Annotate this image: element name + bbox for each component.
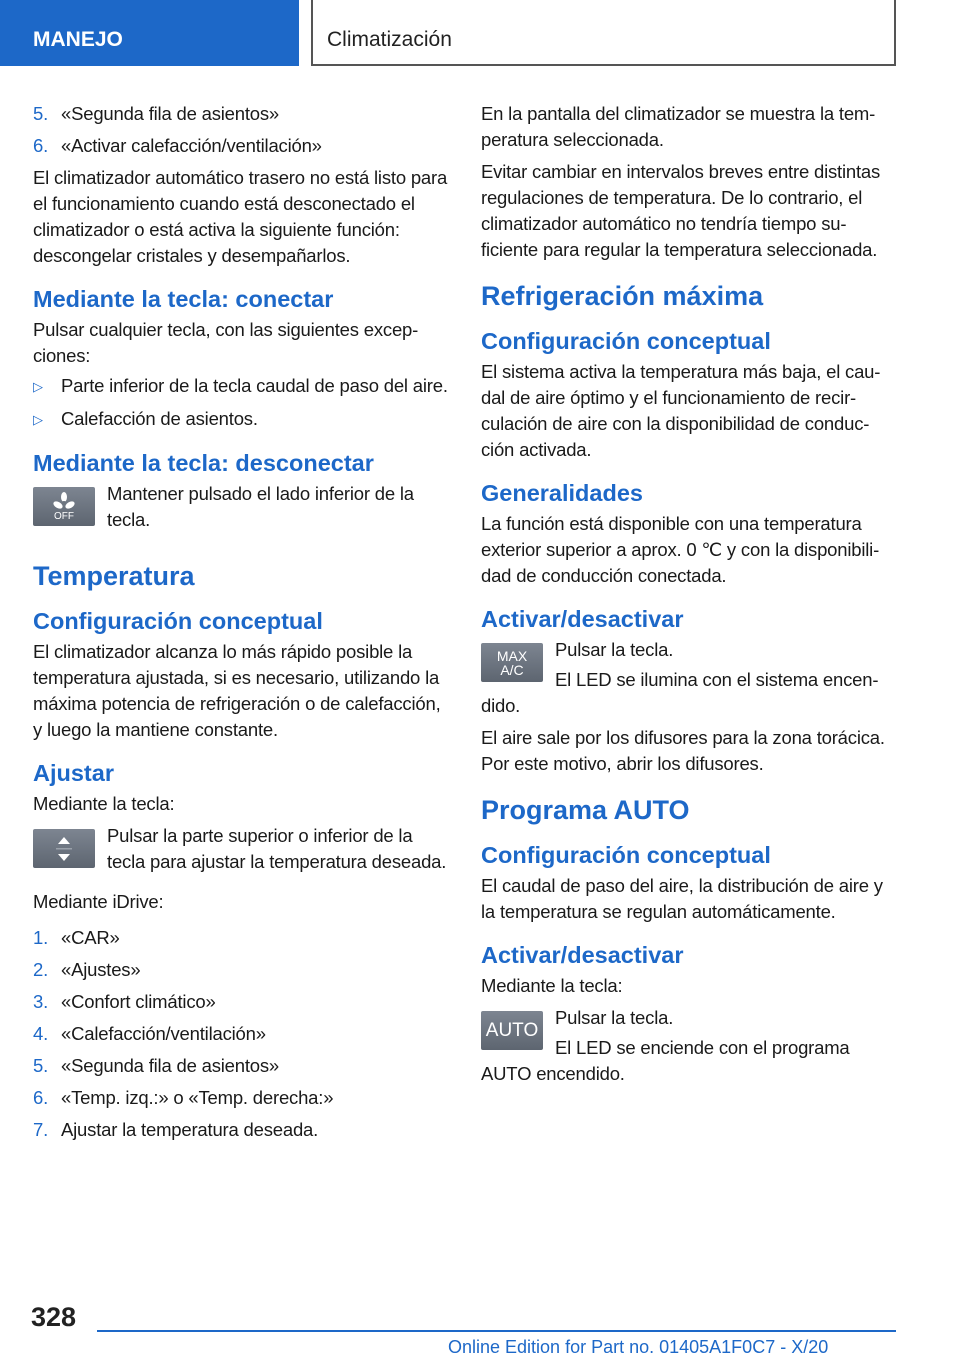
auto-toggle-heading: Activar/desactivar [481, 942, 684, 968]
general-text: La función está disponible con una temperatura exterior superior a aprox. 0 ℃ y con la disponibilidad de conducción conectada. [481, 513, 880, 586]
list-item: ▷ Calefacción de asientos. [33, 406, 448, 433]
triangle-bullet-icon: ▷ [33, 412, 43, 427]
rear-note: El climatizador automático trasero no está listo para el funcionamiento cuando está desconectado el climatizador o está activa la siguiente función: descongelar cristales y desempañarlos. [33, 167, 448, 266]
left-column [33, 101, 448, 1149]
on-bullets [33, 373, 448, 433]
on-text: Pulsar cualquier tecla, con las siguientes excepciones: [33, 319, 419, 366]
adjust-text: Pulsar la parte superior o inferior de la tecla para ajustar la temperatura deseada. [107, 825, 447, 872]
section-tab: MANEJO [0, 0, 299, 66]
list-item: ▷ Parte inferior de la tecla caudal de paso del aire. [33, 373, 448, 400]
max-concept-heading: Configuración conceptual [481, 328, 771, 354]
max-air: El aire sale por los difusores para la zona torácica. Por este motivo, abrir los difusores. [481, 727, 885, 774]
steps-top-list [33, 101, 448, 159]
off-text: Mantener pulsado el lado inferior de la tecla. [107, 483, 414, 530]
off-key-block [33, 481, 448, 539]
temp-concept-text: El climatizador alcanza lo más rápido posible la temperatura ajustada, si es necesario, utilizando la máxima potencia de refrigeración o de calefacción, y luego la mantiene constante. [33, 641, 441, 740]
list-item: 7. Ajustar la temperatura deseada. [33, 1119, 319, 1140]
max-concept-text: El sistema activa la temperatura más baja, el caudal de aire óptimo y el funcionamiento de recirculación de aire con la disponibilidad de conducción activada. [481, 361, 881, 460]
auto-intro: Mediante la tecla: [481, 975, 623, 996]
auto-concept-text: El caudal de paso del aire, la distribución de aire y la temperatura se regulan automáticamente. [481, 875, 883, 922]
max-toggle-heading: Activar/desactivar [481, 606, 684, 632]
list-item: 6. «Activar calefacción/ventilación» [33, 135, 322, 156]
auto-key-block [481, 1005, 896, 1093]
max-key-block [481, 637, 896, 725]
on-heading: Mediante la tecla: conectar [33, 286, 334, 312]
list-item: 5. «Segunda fila de asientos» [33, 1055, 280, 1076]
max-led: El LED se ilumina con el sistema encendido. [481, 669, 879, 716]
page-title: Climatización [311, 0, 896, 66]
auto-press: Pulsar la tecla. [555, 1007, 674, 1028]
up-down-key-icon [33, 829, 95, 868]
list-item: 4. «Calefacción/ventilación» [33, 1023, 266, 1044]
list-item: 6. «Temp. izq.:» o «Temp. derecha:» [33, 1087, 334, 1108]
idrive-steps [33, 925, 448, 1143]
triangle-bullet-icon: ▷ [33, 379, 43, 394]
max-ac-key-icon: MAX A/C [481, 643, 543, 682]
temp-concept-heading: Configuración conceptual [33, 608, 323, 634]
fan-off-key-icon: OFF [33, 487, 95, 526]
adjust-intro: Mediante la tecla: [33, 793, 175, 814]
right-column [481, 101, 896, 1093]
page-number: 328 [31, 1302, 77, 1332]
max-cooling-heading: Refrigeración máxima [481, 281, 764, 311]
fan-icon [51, 492, 77, 512]
list-item: 5. «Segunda fila de asientos» [33, 103, 280, 124]
footer-divider [97, 1330, 896, 1332]
list-item: 3. «Confort climático» [33, 991, 216, 1012]
auto-key-icon: AUTO [481, 1011, 543, 1050]
auto-heading: Programa AUTO [481, 795, 690, 825]
auto-led: El LED se enciende con el programa AUTO encendido. [481, 1037, 850, 1084]
list-item: 2. «Ajustes» [33, 959, 141, 980]
auto-concept-heading: Configuración conceptual [481, 842, 771, 868]
max-press: Pulsar la tecla. [555, 639, 674, 660]
adjust-heading: Ajustar [33, 760, 114, 786]
temperature-heading: Temperatura [33, 561, 195, 591]
adjust-key-block [33, 823, 448, 881]
avoid-text: Evitar cambiar en intervalos breves entre distintas regulaciones de temperatura. De lo contrario, el climatizador automático no tendría tiempo suficiente para regular la temperatura seleccionada. [481, 161, 881, 260]
off-heading: Mediante la tecla: desconectar [33, 450, 374, 476]
list-item: 1. «CAR» [33, 927, 120, 948]
general-heading: Generalidades [481, 480, 643, 506]
display-text: En la pantalla del climatizador se muestra la temperatura seleccionada. [481, 103, 876, 150]
edition-footer: Online Edition for Part no. 01405A1F0C7 - X/20 [448, 1337, 829, 1357]
idrive-intro: Mediante iDrive: [33, 891, 164, 912]
